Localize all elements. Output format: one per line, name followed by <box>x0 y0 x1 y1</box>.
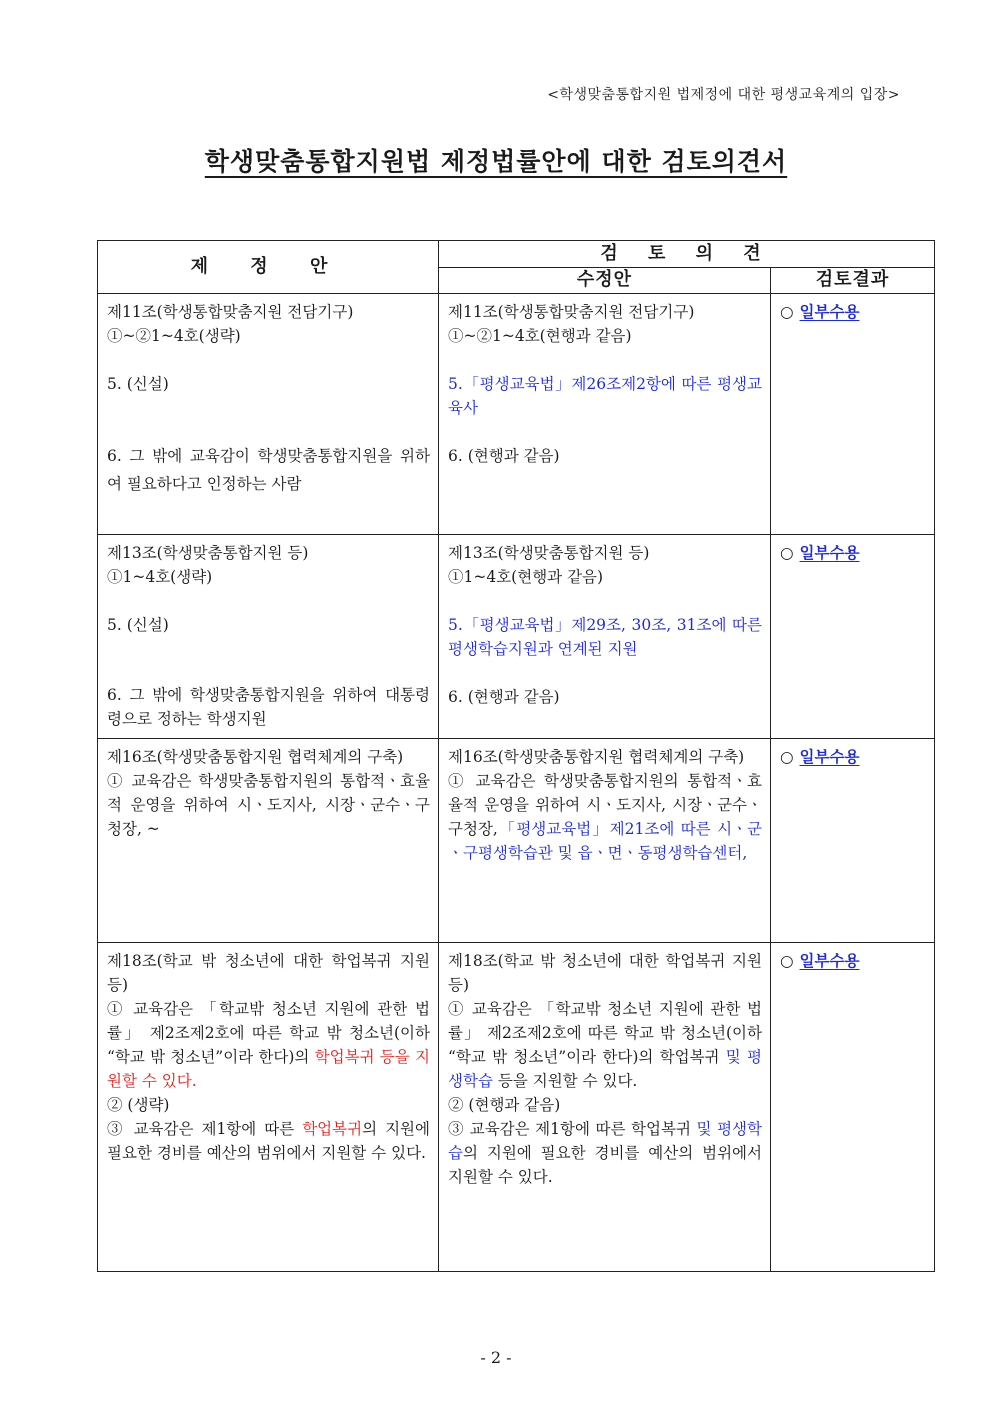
header-revision: 수정안 <box>439 267 771 294</box>
proposal-cell <box>98 739 439 943</box>
result-cell <box>771 294 935 535</box>
revision-cell <box>439 739 771 943</box>
review-table <box>97 240 935 1272</box>
clause-text-part: 등을 지원할 수 있다. <box>492 1072 638 1090</box>
circle-mark-icon: ○ <box>780 303 794 321</box>
header-result: 검토결과 <box>771 267 935 294</box>
article-title: 제16조(학생맞춤통합지원 협력체계의 구축) <box>448 748 745 766</box>
highlighted-clause-text: 학업복귀 등을 지원할 수 있다. <box>107 1048 430 1090</box>
document-title <box>0 142 992 178</box>
clause-text: ①~②1~4호(생략) <box>107 327 241 345</box>
proposal-cell <box>98 943 439 1272</box>
clause-text: ② (생략) <box>107 1096 170 1114</box>
clause-text <box>107 997 435 1093</box>
proposal-cell <box>98 294 439 535</box>
proposal-cell <box>98 535 439 739</box>
review-result: 일부수용 <box>799 747 860 766</box>
table-row <box>98 943 935 1272</box>
circle-mark-icon: ○ <box>780 952 794 970</box>
clause-text-part: ③ 교육감은 제1항에 따른 학업복귀 <box>448 1120 697 1138</box>
clause-text-part: ③ 교육감은 제1항에 따른 <box>107 1120 303 1138</box>
revised-clause-text: 및 평생학습 <box>448 1120 762 1162</box>
clause-text: ① 교육감은 학생맞춤통합지원의 통합적ㆍ효율적 운영을 위하여 시ㆍ도지사, 시장ㆍ군수ㆍ구청장, ~ <box>107 772 430 838</box>
table-row <box>98 294 935 535</box>
review-result: 일부수용 <box>799 951 860 970</box>
clause-text <box>448 1117 767 1189</box>
page-number: - 2 - <box>480 1348 512 1367</box>
header-opinion: 검 토 의 견 <box>439 241 935 268</box>
header-note: <학생맞춤통합지원 법제정에 대한 평생교육계의 입장> <box>547 87 900 103</box>
clause-text: 6. 그 밖에 학생맞춤통합지원을 위하여 대통령령으로 정하는 학생지원 <box>107 686 430 728</box>
clause-text: 6. 그 밖에 교육감이 학생맞춤통합지원을 위하여 필요하다고 인정하는 사람 <box>107 447 430 493</box>
result-cell <box>771 943 935 1272</box>
article-title: 제13조(학생맞춤통합지원 등) <box>448 544 650 562</box>
clause-text-part: ① 교육감은 학생맞춤통합지원의 통합적ㆍ효율적 운영을 위하여 시ㆍ도지사, 시장ㆍ군수ㆍ구청장, <box>448 772 762 838</box>
table-row <box>98 535 935 739</box>
clause-text: ② (현행과 같음) <box>448 1096 561 1114</box>
clause-text <box>448 997 767 1093</box>
clause-text-part: 의 지원에 필요한 경비를 예산의 범위에서 지원할 수 있다. <box>448 1144 767 1186</box>
clause-text <box>448 769 762 865</box>
clause-text: 5. (신설) <box>107 375 169 393</box>
revised-clause-text: 및 평생학습 <box>448 1048 762 1090</box>
clause-text: ①1~4호(현행과 같음) <box>448 568 604 586</box>
clause-text: 5. (신설) <box>107 616 169 634</box>
clause-text-part: ① 교육감은 「학교밖 청소년 지원에 관한 법률」 제2조제2호에 따른 학교 밖 청소년(이하 “학교 밖 청소년”이라 한다)의 학업복귀 <box>448 1000 767 1066</box>
review-result: 일부수용 <box>799 543 860 562</box>
clause-text: 6. (현행과 같음) <box>448 688 560 706</box>
revision-cell <box>439 294 771 535</box>
revision-cell <box>439 535 771 739</box>
revision-cell <box>439 943 771 1272</box>
circle-mark-icon: ○ <box>780 748 794 766</box>
article-title: 제13조(학생맞춤통합지원 등) <box>107 544 309 562</box>
document-title-text: 학생맞춤통합지원법 제정법률안에 대한 검토의견서 <box>204 147 788 176</box>
result-cell <box>771 739 935 943</box>
clause-text: 6. (현행과 같음) <box>448 447 560 465</box>
table-header-row <box>98 241 935 268</box>
header-proposal: 제 정 안 <box>98 241 439 294</box>
clause-text: ①~②1~4호(현행과 같음) <box>448 327 632 345</box>
clause-text-part: 의 지원에 필요한 경비를 예산의 범위에서 지원할 수 있다. <box>107 1120 435 1162</box>
highlighted-clause-text: 학업복귀 <box>302 1120 363 1138</box>
clause-text: ①1~4호(생략) <box>107 568 213 586</box>
revised-clause-text: 5.「평생교육법」제29조, 30조, 31조에 따른 평생학습지원과 연계된 지원 <box>448 616 767 658</box>
review-result: 일부수용 <box>799 302 860 321</box>
article-title: 제11조(학생통합맞춤지원 전담기구) <box>448 303 695 321</box>
result-cell <box>771 535 935 739</box>
clause-text-part: ① 교육감은 「학교밖 청소년 지원에 관한 법률」 제2조제2호에 따른 학교 밖 청소년(이하 “학교 밖 청소년”이라 한다)의 <box>107 1000 435 1066</box>
clause-text <box>107 1117 435 1165</box>
circle-mark-icon: ○ <box>780 544 794 562</box>
article-title: 제16조(학생맞춤통합지원 협력체계의 구축) <box>107 748 404 766</box>
revised-clause-text: 5.「평생교육법」제26조제2항에 따른 평생교육사 <box>448 375 762 417</box>
table-row <box>98 739 935 943</box>
article-title: 제11조(학생통합맞춤지원 전담기구) <box>107 303 354 321</box>
article-title: 제18조(학교 밖 청소년에 대한 학업복귀 지원 등) <box>448 952 767 994</box>
revised-clause-text: 「평생교육법」제21조에 따른 시ㆍ군ㆍ구평생학습관 및 읍ㆍ면ㆍ동평생학습센터, <box>448 820 762 862</box>
article-title: 제18조(학교 밖 청소년에 대한 학업복귀 지원 등) <box>107 952 435 994</box>
